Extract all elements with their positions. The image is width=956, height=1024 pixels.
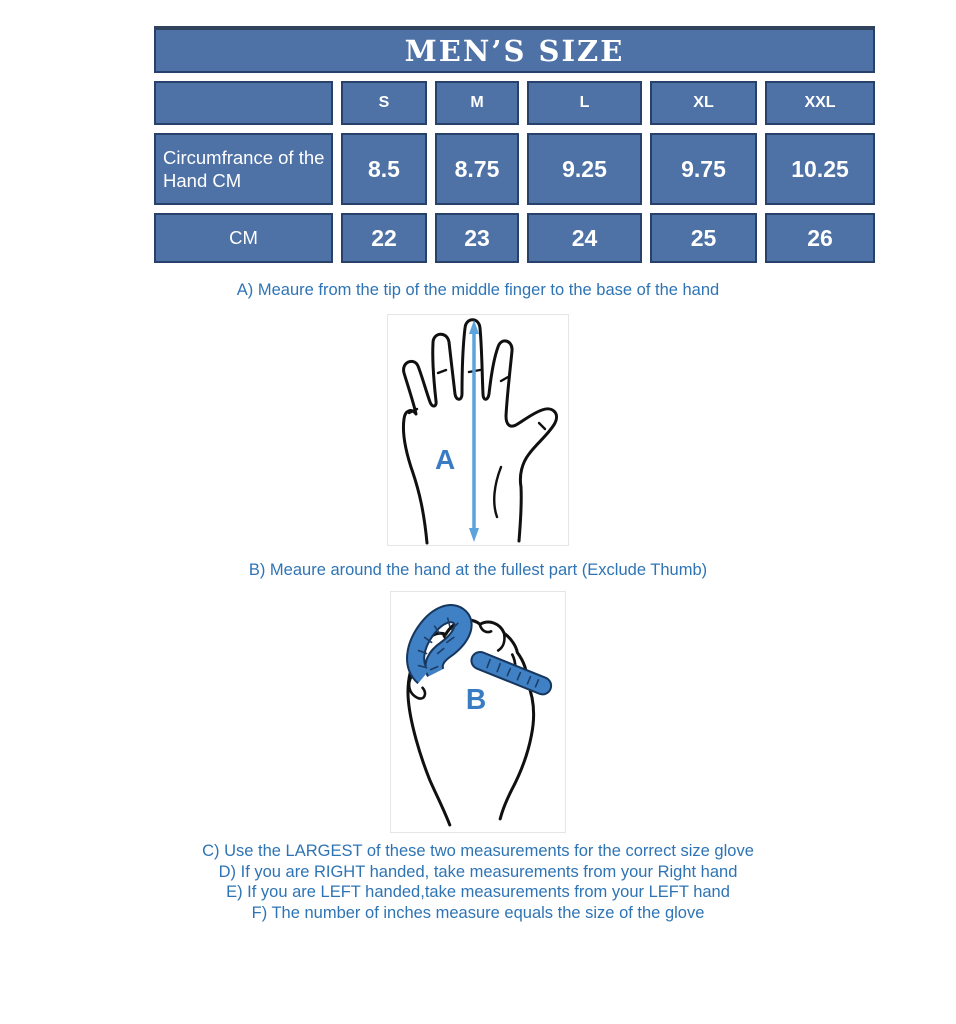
size-header-xxl: XXL [765, 81, 875, 125]
circumference-value-s: 8.5 [341, 133, 427, 205]
table-title: MEN’S SIZE [154, 26, 875, 73]
open-hand-icon [403, 320, 556, 543]
circumference-value-l: 9.25 [527, 133, 642, 205]
circumference-value-xxl: 10.25 [765, 133, 875, 205]
size-header-m: M [435, 81, 519, 125]
corner-cell [154, 81, 333, 125]
row-label-cm: CM [154, 213, 333, 263]
size-header-s: S [341, 81, 427, 125]
instructions-c-f [0, 841, 956, 923]
instruction-a: A) Meaure from the tip of the middle finger to the base of the hand [236, 281, 720, 299]
instruction-e: E) If you are LEFT handed,take measurements from your LEFT hand [226, 883, 730, 901]
size-header-xl: XL [650, 81, 757, 125]
instruction-f: F) The number of inches measure equals the size of the glove [251, 903, 705, 922]
fist-measure-label: B [465, 682, 487, 715]
instruction-d: D) If you are RIGHT handed, take measurements from your Right hand [218, 862, 738, 881]
circumference-value-m: 8.75 [435, 133, 519, 205]
fist-icon [408, 620, 534, 825]
cm-value-m: 23 [435, 213, 519, 263]
mens-size-table [154, 26, 877, 263]
cm-value-l: 24 [527, 213, 642, 263]
fist-diagram [390, 591, 566, 833]
hand-measure-label: A [435, 444, 456, 475]
instruction-b: B) Meaure around the hand at the fullest part (Exclude Thumb) [248, 561, 708, 579]
row-label-circumference: Circumfrance of the Hand CM [154, 133, 333, 205]
hand-diagram [387, 314, 569, 546]
cm-value-s: 22 [341, 213, 427, 263]
circumference-value-xl: 9.75 [650, 133, 757, 205]
size-header-l: L [527, 81, 642, 125]
cm-value-xl: 25 [650, 213, 757, 263]
cm-value-xxl: 26 [765, 213, 875, 263]
instruction-c: C) Use the LARGEST of these two measurements for the correct size glove [202, 842, 754, 860]
